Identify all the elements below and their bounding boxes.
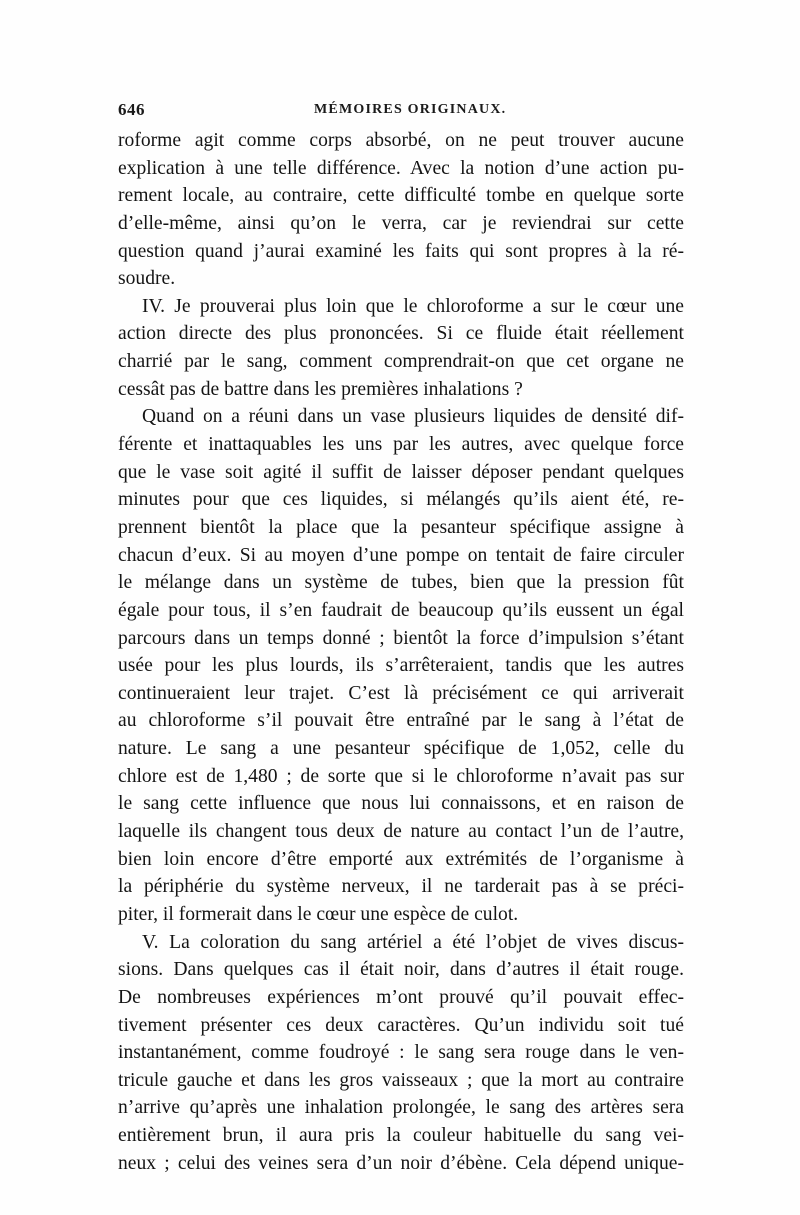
- text-line: cessât pas de battre dans les premières inhalations ?: [118, 378, 523, 400]
- text-line: Quand on a réuni dans un vase plusieurs liquides de densité dif-: [142, 406, 684, 428]
- text-line: De nombreuses expériences m’ont prouvé qu’il pouvait effec-: [118, 986, 684, 1008]
- text-line: tivement présenter ces deux caractères. Qu’un individu soit tué: [118, 1014, 684, 1036]
- text-line: la périphérie du système nerveux, il ne tarderait pas à se préci-: [118, 876, 684, 898]
- text-line: nature. Le sang a une pesanteur spécifique de 1,052, celle du: [118, 738, 684, 760]
- text-line: minutes pour que ces liquides, si mélangés qu’ils aient été, re-: [118, 489, 684, 511]
- text-line: d’elle-même, ainsi qu’on le verra, car je reviendrai sur cette: [118, 212, 684, 234]
- text-line: le mélange dans un système de tubes, bien que la pression fût: [118, 572, 684, 594]
- page-header: [118, 100, 686, 124]
- text-line: prennent bientôt la place que la pesanteur spécifique assigne à: [118, 516, 684, 538]
- text-line: instantanément, comme foudroyé : le sang sera rouge dans le ven-: [118, 1042, 684, 1064]
- text-line: laquelle ils changent tous deux de nature au contact l’un de l’autre,: [118, 821, 684, 843]
- text-line: au chloroforme s’il pouvait être entraîné par le sang à l’état de: [118, 710, 684, 732]
- text-line: charrié par le sang, comment comprendrait-on que cet organe ne: [118, 351, 684, 373]
- text-line: chacun d’eux. Si au moyen d’une pompe on tentait de faire circuler: [118, 544, 684, 566]
- running-head: MÉMOIRES ORIGINAUX.: [314, 102, 507, 117]
- text-line: IV. Je prouverai plus loin que le chloroforme a sur le cœur une: [142, 295, 684, 317]
- text-line: rement locale, au contraire, cette difficulté tombe en quelque sorte: [118, 185, 684, 207]
- text-line: bien loin encore d’être emporté aux extrémités de l’organisme à: [118, 848, 684, 870]
- text-line: roforme agit comme corps absorbé, on ne peut trouver aucune: [118, 130, 684, 151]
- text-line: explication à une telle différence. Avec la notion d’une action pu-: [118, 157, 684, 179]
- text-line: neux ; celui des veines sera d’un noir d’ébène. Cela dépend unique-: [118, 1152, 684, 1174]
- text-line: question quand j’aurai examiné les faits qui sont propres à la ré-: [118, 240, 684, 262]
- text-line: continueraient leur trajet. C’est là précisément ce qui arriverait: [118, 682, 684, 704]
- text-line: le sang cette influence que nous lui connaissons, et en raison de: [118, 793, 684, 815]
- text-line: n’arrive qu’après une inhalation prolongée, le sang des artères sera: [118, 1097, 684, 1119]
- text-line: parcours dans un temps donné ; bientôt la force d’impulsion s’étant: [118, 627, 684, 649]
- page-number: 646: [118, 100, 145, 119]
- text-line: chlore est de 1,480 ; de sorte que si le chloroforme n’avait pas sur: [118, 765, 684, 787]
- text-line: V. La coloration du sang artériel a été l’objet de vives discus-: [142, 931, 684, 953]
- text-line: entièrement brun, il aura pris la couleur habituelle du sang vei-: [118, 1125, 684, 1147]
- text-line: férente et inattaquables les uns par les autres, avec quelque force: [118, 434, 684, 456]
- text-line: action directe des plus prononcées. Si ce fluide était réellement: [118, 323, 684, 345]
- text-line: tricule gauche et dans les gros vaisseaux ; que la mort au contraire: [118, 1069, 684, 1091]
- text-line: usée pour les plus lourds, ils s’arrêteraient, tandis que les autres: [118, 655, 684, 677]
- text-line: piter, il formerait dans le cœur une espèce de culot.: [118, 903, 519, 925]
- text-line: égale pour tous, il s’en faudrait de beaucoup qu’ils eussent un égal: [118, 599, 684, 621]
- text-line: que le vase soit agité il suffit de laisser déposer pendant quelques: [118, 461, 684, 483]
- text-line: sions. Dans quelques cas il était noir, dans d’autres il était rouge.: [118, 959, 684, 981]
- text-line: soudre.: [118, 268, 176, 290]
- body-text: [118, 127, 684, 1177]
